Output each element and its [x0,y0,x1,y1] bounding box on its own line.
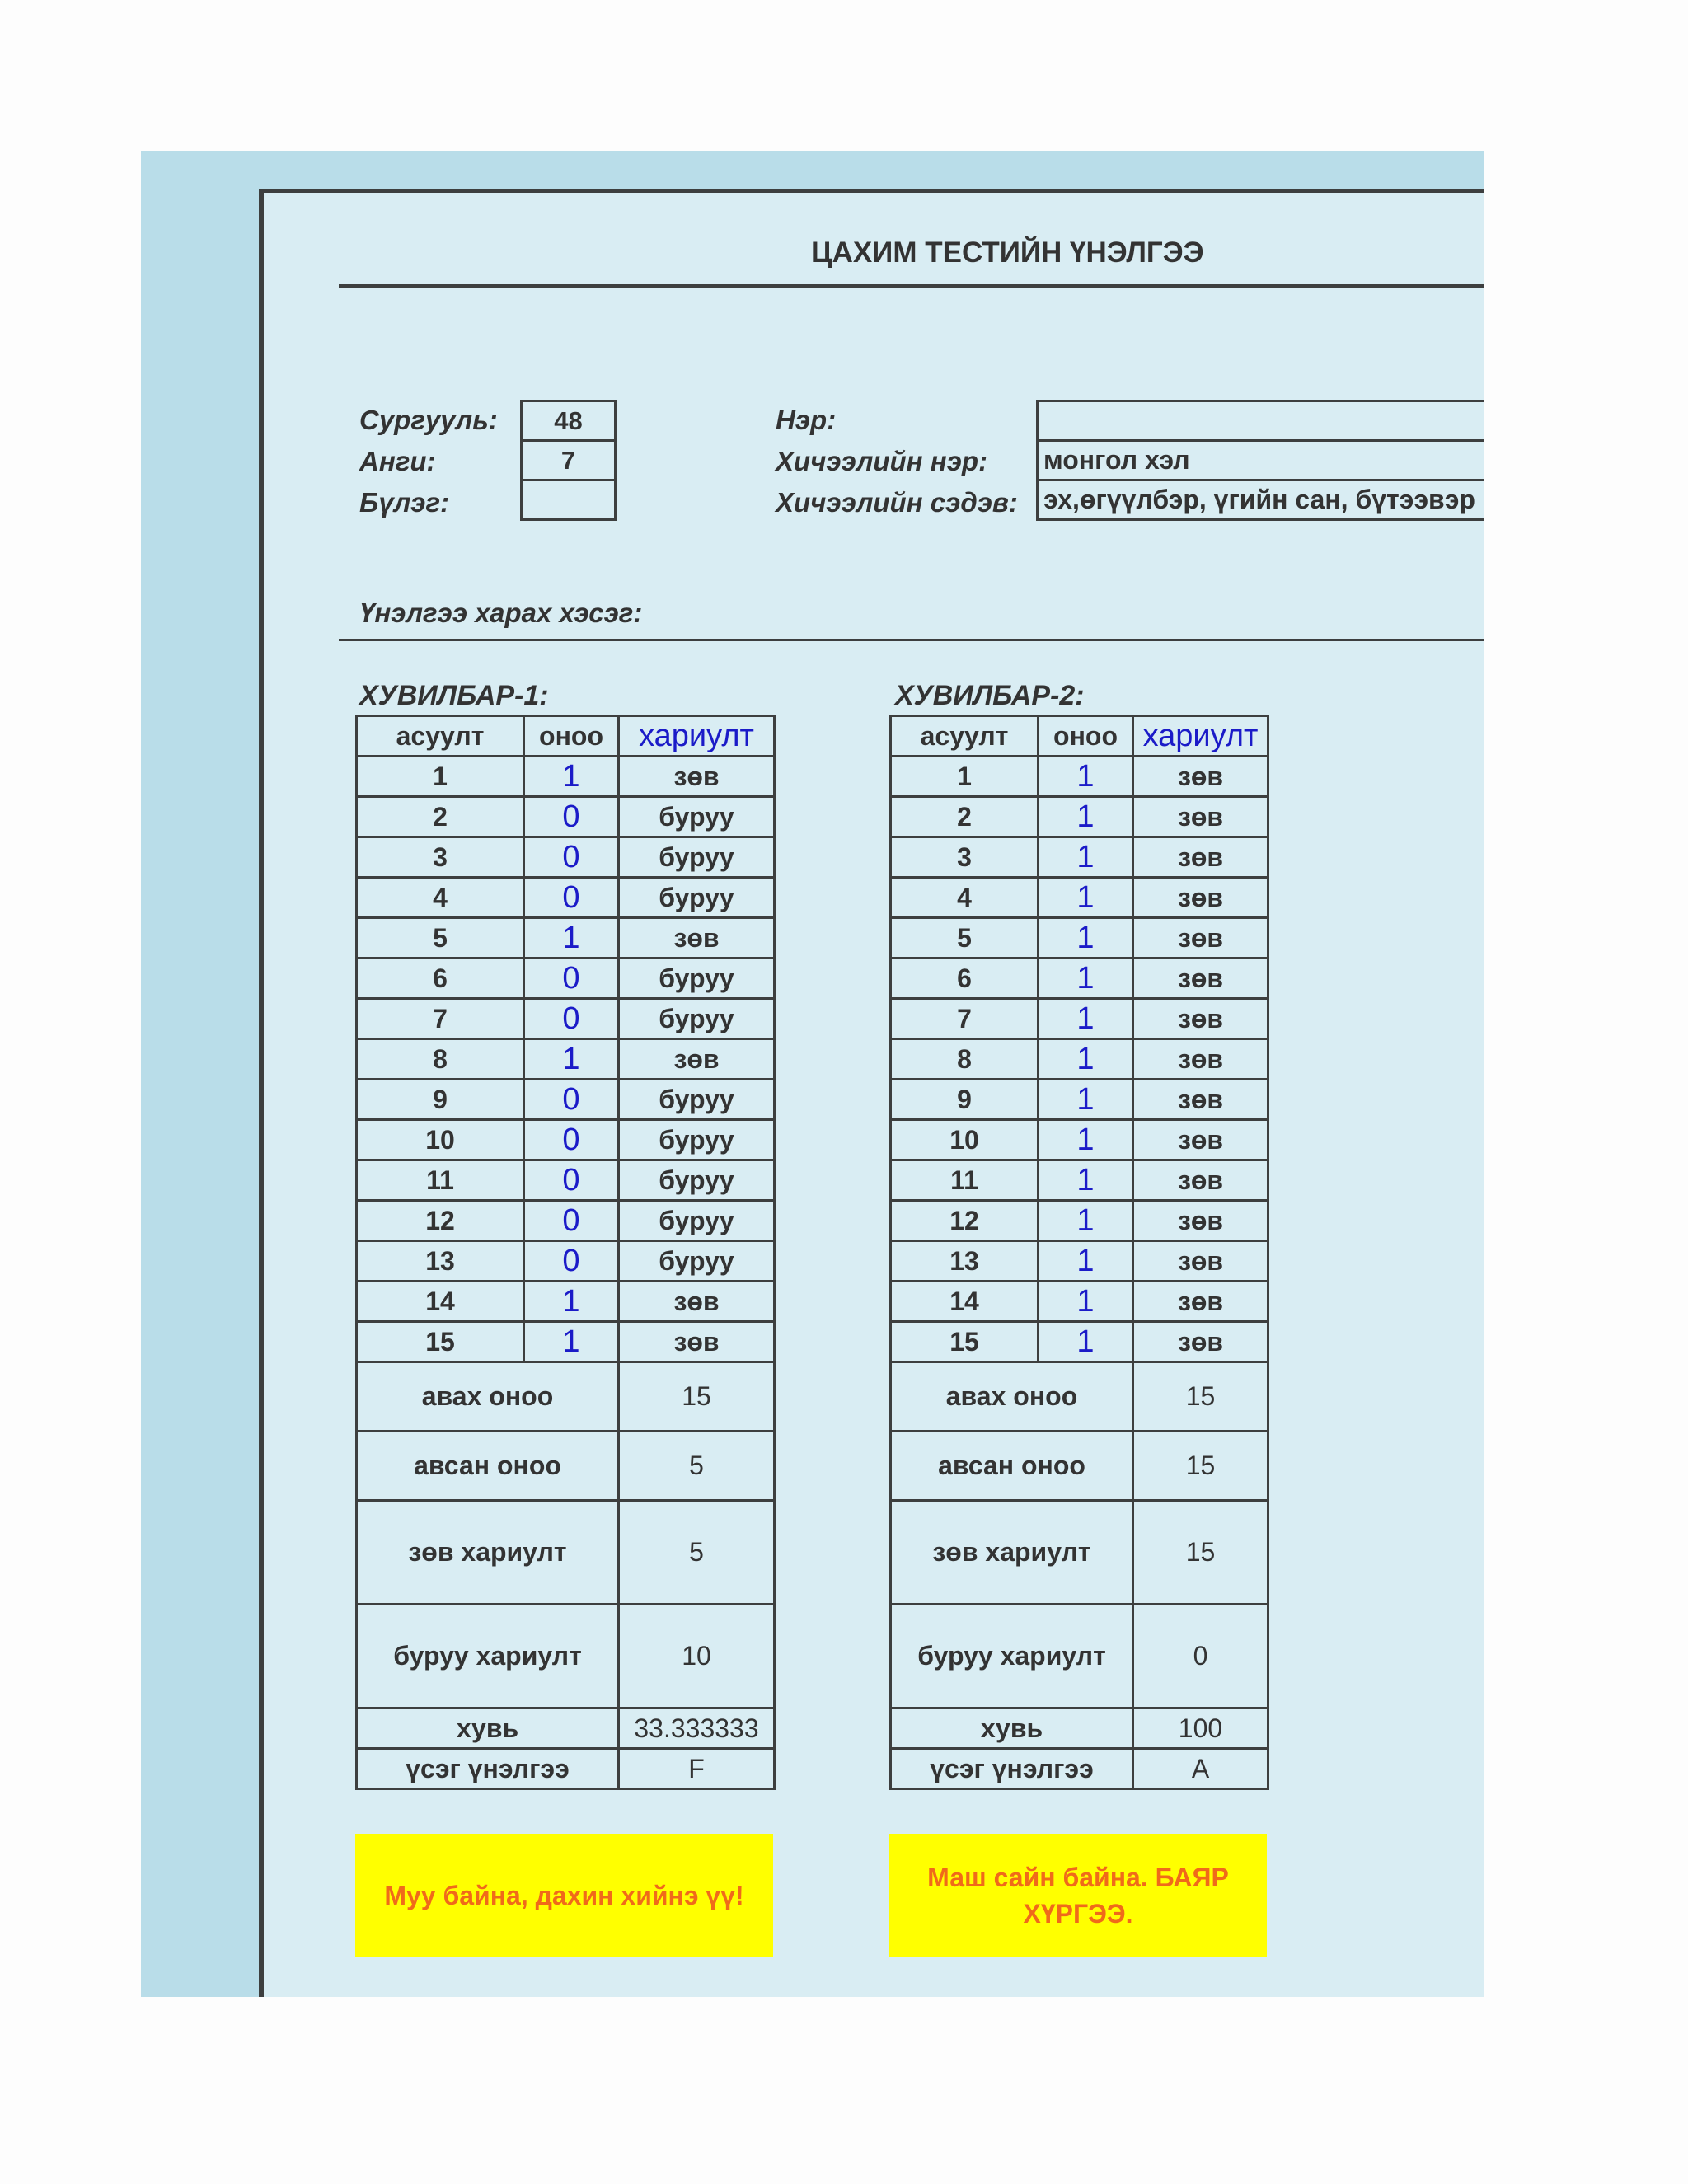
class-label: Анги: [359,446,436,476]
summary-label-wrong: буруу хариулт [357,1605,619,1708]
summary-value-wrong: 10 [619,1605,775,1708]
summary-value-grade: A [1133,1749,1268,1789]
score-value: 1 [1039,1282,1133,1322]
summary-label-percent: хувь [891,1708,1133,1749]
summary-value-max: 15 [1133,1362,1268,1432]
summary-label-wrong: буруу хариулт [891,1605,1133,1708]
summary-row-wrong [891,1605,1268,1708]
group-label: Бүлэг: [359,487,450,518]
question-number: 4 [357,878,524,918]
table-row [891,837,1268,878]
summary-value-max: 15 [619,1362,775,1432]
table-row [891,918,1268,958]
name-label: Нэр: [776,405,837,435]
answer-result: зөв [619,1039,775,1080]
variant-1-title: ХУВИЛБАР-1: [359,680,549,711]
table-row [891,1160,1268,1201]
question-number: 12 [357,1201,524,1241]
question-number: 2 [357,797,524,837]
answer-result: зөв [1133,1080,1268,1120]
summary-value-grade: F [619,1749,775,1789]
question-number: 4 [891,878,1039,918]
summary-label-max: авах оноо [891,1362,1133,1432]
table-row [891,958,1268,999]
table-row [891,797,1268,837]
table-row [357,1080,775,1120]
answer-result: зөв [1133,797,1268,837]
question-number: 5 [891,918,1039,958]
table-row [357,837,775,878]
summary-value-got: 5 [619,1432,775,1501]
table-row [357,1322,775,1362]
name-field[interactable] [1036,400,1484,442]
question-number: 11 [891,1160,1039,1201]
header-answer: хариулт [619,716,775,757]
table-row [891,757,1268,797]
question-number: 7 [357,999,524,1039]
question-number: 3 [891,837,1039,878]
answer-result: зөв [1133,958,1268,999]
answer-result: буруу [619,797,775,837]
table-row [891,1039,1268,1080]
table-row [357,1201,775,1241]
answer-result: зөв [1133,1282,1268,1322]
summary-value-correct: 5 [619,1501,775,1605]
summary-row-grade [357,1749,775,1789]
school-field[interactable]: 48 [520,400,617,442]
summary-value-percent: 33.333333 [619,1708,775,1749]
question-number: 13 [357,1241,524,1282]
question-number: 6 [357,958,524,999]
score-value: 0 [524,1201,619,1241]
answer-result: буруу [619,958,775,999]
question-number: 9 [357,1080,524,1120]
table-row [357,757,775,797]
score-value: 1 [1039,999,1133,1039]
table-row [357,1120,775,1160]
table-row [357,918,775,958]
score-value: 0 [524,878,619,918]
answer-result: зөв [1133,1039,1268,1080]
table-row [891,999,1268,1039]
summary-row-correct [357,1501,775,1605]
answer-result: зөв [619,1322,775,1362]
answer-result: зөв [1133,918,1268,958]
header-answer: хариулт [1133,716,1268,757]
question-number: 2 [891,797,1039,837]
score-value: 1 [1039,918,1133,958]
score-value: 0 [524,958,619,999]
summary-value-percent: 100 [1133,1708,1268,1749]
table-row [357,958,775,999]
score-value: 1 [1039,1322,1133,1362]
summary-row-grade [891,1749,1268,1789]
summary-row-got [891,1432,1268,1501]
table-row [891,1282,1268,1322]
table-row [357,797,775,837]
answer-result: буруу [619,1080,775,1120]
table-row [357,1282,775,1322]
summary-row-correct [891,1501,1268,1605]
table-row [357,1160,775,1201]
subject-field[interactable]: монгол хэл [1036,439,1484,481]
score-value: 0 [524,1080,619,1120]
subject-label: Хичээлийн нэр: [776,446,988,476]
answer-result: зөв [1133,1120,1268,1160]
score-value: 1 [1039,797,1133,837]
table-row [891,1120,1268,1160]
header-score: оноо [524,716,619,757]
answer-result: буруу [619,1241,775,1282]
question-number: 14 [357,1282,524,1322]
score-value: 1 [1039,958,1133,999]
score-value: 1 [1039,1241,1133,1282]
score-value: 1 [1039,757,1133,797]
question-number: 7 [891,999,1039,1039]
answer-result: буруу [619,1160,775,1201]
header-question: асуулт [891,716,1039,757]
question-number: 6 [891,958,1039,999]
variant-2-title: ХУВИЛБАР-2: [895,680,1085,711]
answer-result: буруу [619,1120,775,1160]
summary-row-got [357,1432,775,1501]
score-value: 1 [524,757,619,797]
table-row [357,878,775,918]
score-value: 0 [524,1160,619,1201]
question-number: 1 [891,757,1039,797]
summary-value-correct: 15 [1133,1501,1268,1605]
score-value: 1 [1039,1039,1133,1080]
summary-label-max: авах оноо [357,1362,619,1432]
topic-label: Хичээлийн сэдэв: [776,487,1018,518]
page-title: ЦАХИМ ТЕСТИЙН ҮНЭЛГЭЭ [811,237,1204,269]
score-value: 1 [1039,878,1133,918]
summary-label-grade: үсэг үнэлгээ [357,1749,619,1789]
answer-result: зөв [619,1282,775,1322]
summary-label-got: авсан оноо [357,1432,619,1501]
answer-result: зөв [1133,1241,1268,1282]
school-label: Сургууль: [359,405,498,435]
question-number: 13 [891,1241,1039,1282]
score-value: 1 [1039,1080,1133,1120]
answer-result: зөв [1133,757,1268,797]
score-value: 1 [524,1039,619,1080]
answer-result: зөв [1133,878,1268,918]
answer-result: зөв [1133,1201,1268,1241]
answer-result: зөв [1133,999,1268,1039]
score-value: 1 [1039,1201,1133,1241]
question-number: 1 [357,757,524,797]
question-number: 10 [357,1120,524,1160]
score-value: 0 [524,999,619,1039]
question-number: 10 [891,1120,1039,1160]
header-question: асуулт [357,716,524,757]
table-row [891,1080,1268,1120]
answer-result: буруу [619,878,775,918]
summary-row-percent [891,1708,1268,1749]
summary-value-wrong: 0 [1133,1605,1268,1708]
answer-result: буруу [619,999,775,1039]
score-value: 0 [524,797,619,837]
summary-row-wrong [357,1605,775,1708]
score-value: 1 [524,1322,619,1362]
group-field[interactable] [520,479,617,521]
variant-2-message: Маш сайн байна. БАЯР ХҮРГЭЭ. [889,1834,1267,1957]
score-value: 0 [524,1241,619,1282]
question-number: 8 [357,1039,524,1080]
class-field[interactable]: 7 [520,439,617,481]
question-number: 8 [891,1039,1039,1080]
question-number: 12 [891,1201,1039,1241]
question-number: 3 [357,837,524,878]
answer-result: зөв [1133,837,1268,878]
summary-row-percent [357,1708,775,1749]
table-row [357,1241,775,1282]
question-number: 5 [357,918,524,958]
answer-result: зөв [619,757,775,797]
summary-label-correct: зөв хариулт [357,1501,619,1605]
table-row [891,878,1268,918]
question-number: 9 [891,1080,1039,1120]
answer-result: буруу [619,1201,775,1241]
table-row [891,1241,1268,1282]
variant-2-table [889,715,1269,1790]
question-number: 15 [357,1322,524,1362]
summary-label-got: авсан оноо [891,1432,1133,1501]
table-row [357,999,775,1039]
question-number: 15 [891,1322,1039,1362]
answer-result: буруу [619,837,775,878]
summary-value-got: 15 [1133,1432,1268,1501]
score-value: 1 [524,918,619,958]
variant-1-message: Муу байна, дахин хийнэ үү! [355,1834,773,1957]
score-value: 1 [1039,1160,1133,1201]
summary-label-grade: үсэг үнэлгээ [891,1749,1133,1789]
summary-label-correct: зөв хариулт [891,1501,1133,1605]
table-row [891,1201,1268,1241]
score-value: 1 [1039,1120,1133,1160]
summary-row-max [891,1362,1268,1432]
summary-label-percent: хувь [357,1708,619,1749]
score-value: 1 [524,1282,619,1322]
score-value: 0 [524,837,619,878]
table-row [357,1039,775,1080]
question-number: 14 [891,1282,1039,1322]
worksheet [141,151,1484,1997]
table-row [891,1322,1268,1362]
score-value: 1 [1039,837,1133,878]
answer-result: зөв [619,918,775,958]
variant-1-table [355,715,776,1790]
answer-result: зөв [1133,1160,1268,1201]
topic-field[interactable]: эх,өгүүлбэр, үгийн сан, бүтээвэр [1036,479,1484,521]
header-score: оноо [1039,716,1133,757]
summary-row-max [357,1362,775,1432]
score-value: 0 [524,1120,619,1160]
question-number: 11 [357,1160,524,1201]
answer-result: зөв [1133,1322,1268,1362]
section-label: Үнэлгээ харах хэсэг: [359,598,643,628]
